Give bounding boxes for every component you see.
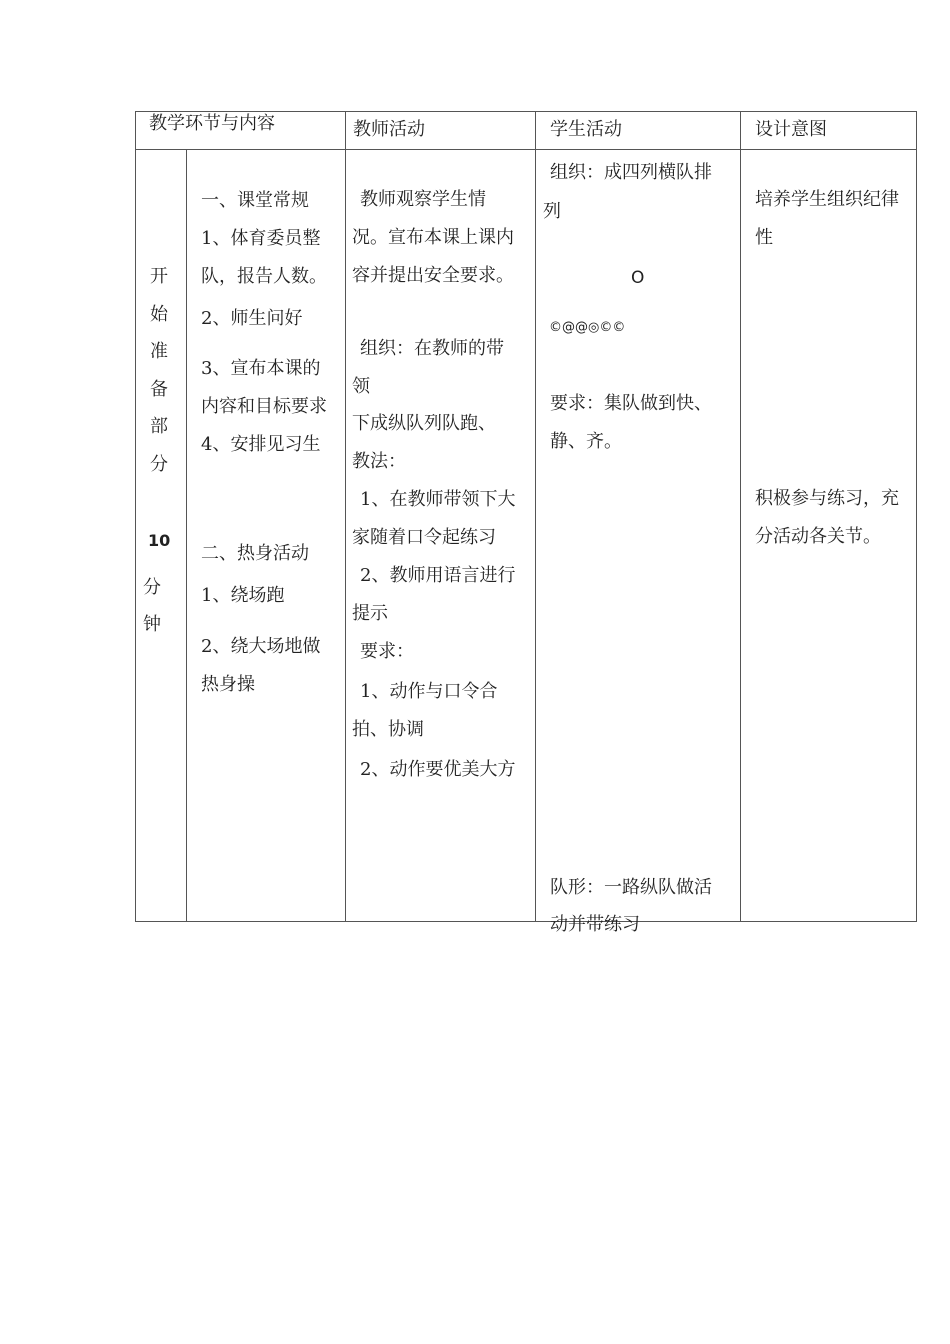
stage-char: 备 <box>150 379 168 400</box>
content-line: 1、绕场跑 <box>201 585 285 606</box>
teacher-line: 下成纵队列队跑、 <box>352 413 496 434</box>
teacher-line: 教师观察学生情 <box>360 189 486 210</box>
teacher-line: 要求： <box>360 641 414 662</box>
teacher-line: 家随着口令起练习 <box>352 527 496 548</box>
table-right-border <box>916 111 917 922</box>
stage-char: 分 <box>150 454 168 475</box>
stage-duration-unit: 钟 <box>143 614 161 635</box>
table-left-border <box>135 111 136 922</box>
student-line: 队形：一路纵队做活 <box>550 877 712 898</box>
content-teacher-divider <box>345 111 346 922</box>
teacher-line: 1、在教师带领下大 <box>360 489 516 510</box>
teacher-line: 教法： <box>352 451 406 472</box>
student-line: 静、齐。 <box>550 431 622 452</box>
stage-char: 准 <box>150 341 168 362</box>
content-line: 2、师生问好 <box>201 308 303 329</box>
student-line: 动并带练习 <box>550 914 640 935</box>
design-line: 培养学生组织纪律 <box>755 189 899 210</box>
header-section-content: 教学环节与内容 <box>149 113 275 134</box>
content-line: 3、宣布本课的 <box>201 358 321 379</box>
teacher-line: 况。宣布本课上课内 <box>352 227 514 248</box>
student-line: 要求：集队做到快、 <box>550 393 712 414</box>
student-cell-clip <box>536 870 740 935</box>
table-top-border <box>135 111 917 112</box>
content-line: 队，报告人数。 <box>201 266 327 287</box>
teacher-line: 2、动作要优美大方 <box>360 759 516 780</box>
header-student-activity: 学生活动 <box>550 119 622 140</box>
table-bottom-border <box>135 921 917 922</box>
stage-content-divider <box>186 149 187 922</box>
stage-char: 部 <box>150 416 168 437</box>
table-header-divider <box>135 149 917 150</box>
formation-diagram: ©@@◎©© <box>549 320 626 335</box>
content-line: 一、课堂常规 <box>201 190 309 211</box>
content-line: 1、体育委员整 <box>201 228 321 249</box>
teacher-line: 组织：在教师的带 <box>360 338 504 359</box>
content-line: 热身操 <box>201 674 255 695</box>
student-line: 组织：成四列横队排 <box>550 162 712 183</box>
header-design-intent: 设计意图 <box>755 119 827 140</box>
stage-duration-number: 10 <box>148 531 171 550</box>
content-line: 4、安排见习生 <box>201 434 321 455</box>
stage-char: 开 <box>150 266 168 287</box>
content-line: 二、热身活动 <box>201 543 309 564</box>
content-line: 2、绕大场地做 <box>201 636 321 657</box>
teacher-line: 拍、协调 <box>352 719 424 740</box>
teacher-line: 提示 <box>352 603 388 624</box>
student-design-divider <box>740 111 741 922</box>
formation-marker: O <box>631 268 645 288</box>
teacher-line: 2、教师用语言进行 <box>360 565 516 586</box>
teacher-line: 领 <box>352 376 370 397</box>
stage-char: 始 <box>150 304 168 325</box>
content-line: 内容和目标要求 <box>201 396 327 417</box>
stage-duration-unit: 分 <box>143 577 161 598</box>
teacher-line: 容并提出安全要求。 <box>352 265 514 286</box>
teacher-line: 1、动作与口令合 <box>360 681 498 702</box>
student-line: 列 <box>543 201 561 222</box>
design-line: 性 <box>755 227 773 248</box>
teacher-student-divider <box>535 111 536 922</box>
header-teacher-activity: 教师活动 <box>353 119 425 140</box>
design-line: 积极参与练习，充 <box>755 488 899 509</box>
design-line: 分活动各关节。 <box>755 526 881 547</box>
